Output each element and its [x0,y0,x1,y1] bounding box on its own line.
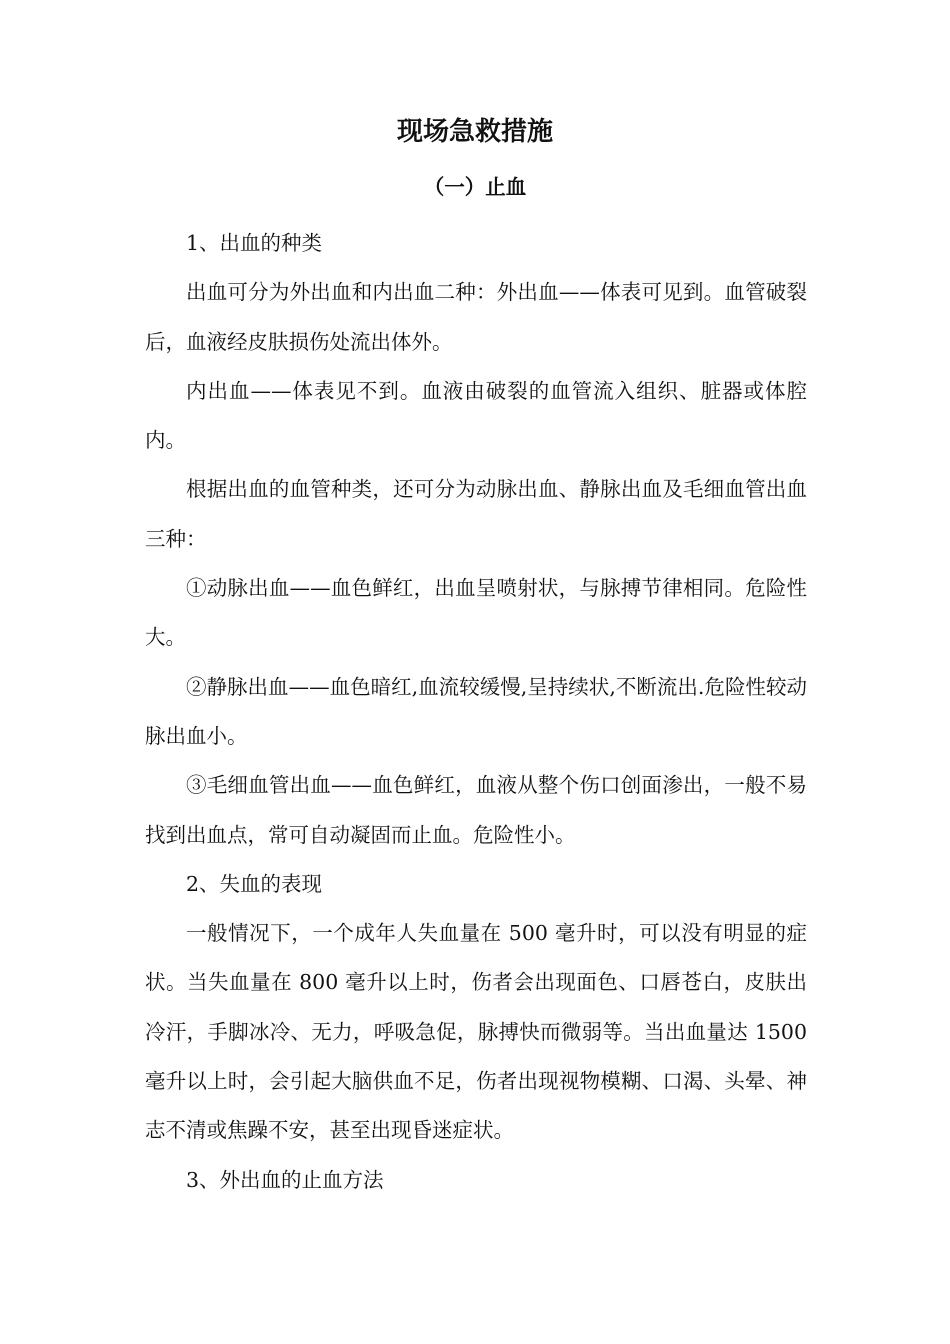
document-body [145,219,807,1205]
subheading-blood-loss-signs: 2、失血的表现 [186,871,323,896]
paragraph-external-bleeding: 出血可分为外出血和内出血二种：外出血——体表可见到。血管破裂后，血液经皮肤损伤处流出体外。 [145,280,807,354]
document-title: 现场急救措施 [396,117,553,147]
subheading-hemostasis-methods: 3、外出血的止血方法 [186,1167,384,1192]
section-heading: （一）止血 [423,175,527,199]
paragraph-blood-loss-signs: 一般情况下，一个成年人失血量在 500 毫升时，可以没有明显的症状。当失血量在 800 毫升以上时，伤者会出现面色、口唇苍白，皮肤出冷汗，手脚冰冷、无力，呼吸急促，脉搏快而微弱等。当出血量达 1500 毫升以上时，会引起大脑供血不足，伤者出现视物模糊、口渴、头晕、神志不清或焦躁不安，甚至出现昏迷症状。 [145,921,807,1143]
subheading-bleeding-types: 1、出血的种类 [186,231,323,255]
paragraph-venous-bleeding: ②静脉出血——血色暗红,血流较缓慢,呈持续状,不断流出.危险性较动脉出血小。 [145,674,807,748]
paragraph-capillary-bleeding: ③毛细血管出血——血色鲜红，血液从整个伤口创面渗出，一般不易找到出血点，常可自动凝固而止血。危险性小。 [145,773,807,847]
paragraph-vessel-types: 根据出血的血管种类，还可分为动脉出血、静脉出血及毛细血管出血三种： [145,477,807,551]
paragraph-internal-bleeding: 内出血——体表见不到。血液由破裂的血管流入组织、脏器或体腔内。 [145,378,807,453]
paragraph-arterial-bleeding: ①动脉出血——血色鲜红，出血呈喷射状，与脉搏节律相同。危险性大。 [145,576,807,650]
